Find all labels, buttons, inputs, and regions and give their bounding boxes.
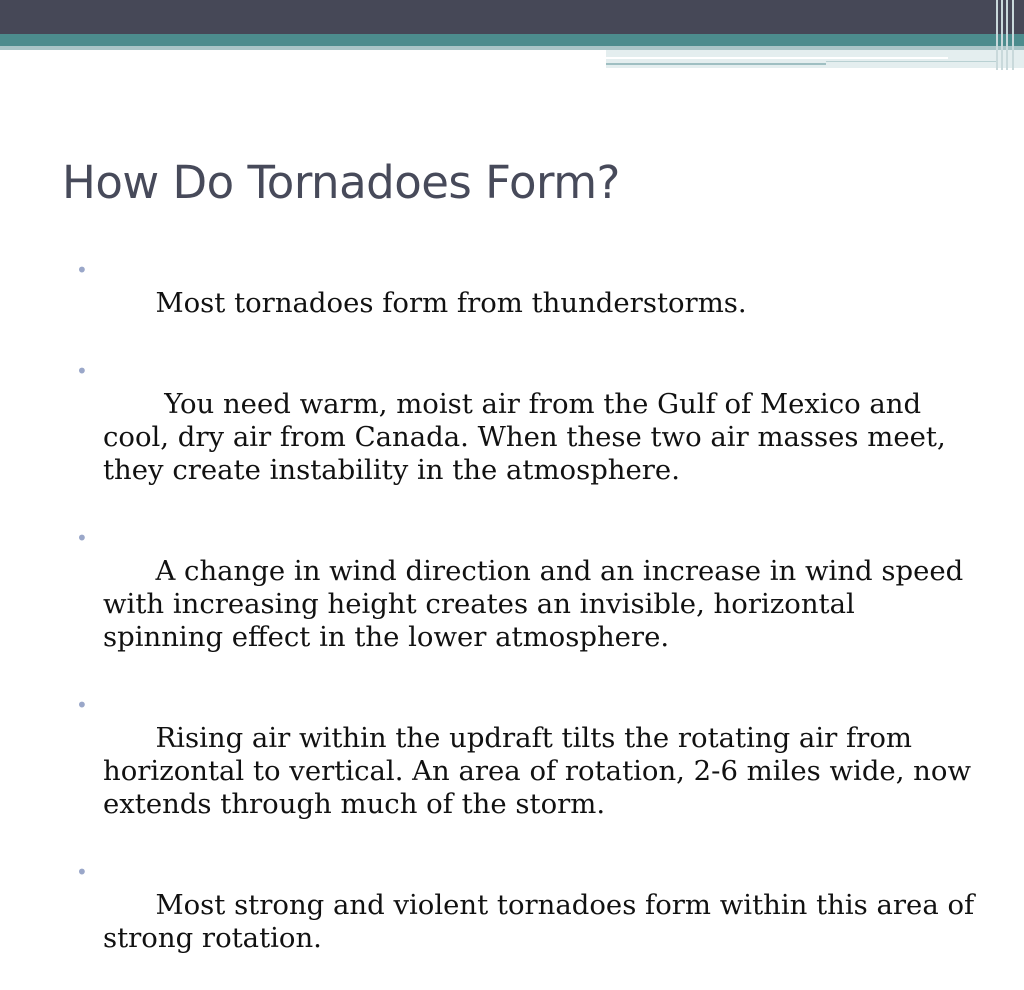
bullet-text: Most tornadoes form from thunderstorms. <box>155 287 747 319</box>
bullet-text: A change in wind direction and an increase in wind speed with increasing height creates an invisible, horizontal spinning effect in the lower atmosphere. <box>103 555 973 653</box>
bullet-item <box>76 856 983 988</box>
header-band-teal <box>0 34 1024 46</box>
bullet-icon: • <box>76 693 88 717</box>
header-accent-line <box>826 61 996 62</box>
header-accent-box <box>606 50 1024 68</box>
bullet-text: You need warm, moist air from the Gulf of Mexico and cool, dry air from Canada. When these two air masses meet, they create instability in the atmosphere. <box>103 388 955 486</box>
bullet-item <box>76 355 976 520</box>
bullet-list <box>76 254 983 990</box>
bullet-icon: • <box>76 258 88 282</box>
slide-title: How Do Tornadoes Form? <box>62 156 620 209</box>
bullet-item <box>76 522 976 687</box>
bullet-icon: • <box>76 526 88 550</box>
bullet-text: Most strong and violent tornadoes form within this area of strong rotation. <box>103 889 983 954</box>
bullet-item <box>76 689 980 854</box>
bullet-icon: • <box>76 359 88 383</box>
bullet-icon: • <box>76 860 88 884</box>
header-vertical-stripes <box>992 0 1024 70</box>
header-accent-line <box>606 63 826 65</box>
bullet-item <box>76 254 976 353</box>
bullet-text: Rising air within the updraft tilts the rotating air from horizontal to vertical. An area of rotation, 2-6 miles wide, now extends through much of the storm. <box>103 722 980 820</box>
header-band-dark <box>0 0 1024 34</box>
header-accent-line <box>606 57 948 59</box>
